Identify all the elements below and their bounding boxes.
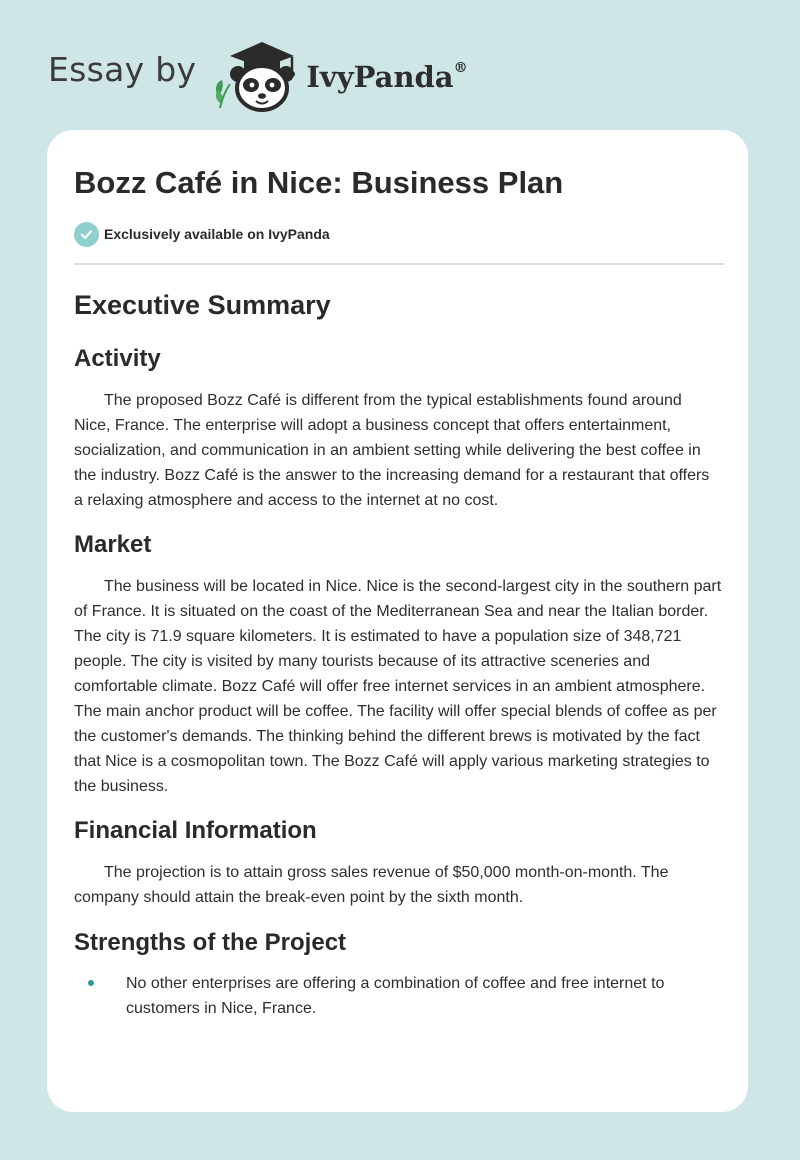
essay-by-label: Essay by	[48, 49, 197, 89]
bullet-dot-icon	[88, 980, 94, 986]
paragraph-activity: The proposed Bozz Café is different from the typical establishments found around Nice, France. The enterprise will adopt a business concept that offers entertainment, socialization, and communication in an ambient setting while delivering the best coffee in the industry. Bozz Café is the answer to the increasing demand for a restaurant that offers a relaxing atmosphere and access to the internet at no cost.	[74, 392, 710, 509]
subheading-market: Market	[74, 531, 152, 558]
exclusive-badge-label: Exclusively available on IvyPanda	[104, 226, 330, 242]
brand-name-text[interactable]: IvyPanda	[306, 60, 454, 94]
subheading-activity: Activity	[74, 345, 161, 372]
check-circle-icon	[74, 222, 99, 247]
paragraph-market: The business will be located in Nice. Nice is the second-largest city in the southern part of France. It is situated on the coast of the Mediterranean Sea and near the Italian border. The city is 71.9 square kilometers. It is estimated to have a population size of 348,721 people. The city is visited by many tourists because of its attractive sceneries and comfortable climate. Bozz Café will offer free internet services in an ambient atmosphere. The main anchor product will be coffee. The facility will offer special blends of coffee as per the customer's demands. The thinking behind the different brews is motivated by the fact that Nice is a cosmopolitan town. The Bozz Café will apply various marketing strategies to the business.	[74, 578, 722, 795]
essay-content	[74, 162, 722, 1021]
paragraph-financial-information: The projection is to attain gross sales revenue of $50,000 month-on-month. The company should attain the break-even point by the sixth month.	[74, 864, 669, 906]
list-item	[74, 971, 722, 1021]
site-header	[48, 34, 468, 114]
strengths-list	[74, 971, 722, 1021]
panda-graduate-icon[interactable]	[210, 34, 302, 114]
exclusive-badge	[74, 220, 722, 248]
list-item-text: No other enterprises are offering a combination of coffee and free internet to customers in Nice, France.	[126, 975, 665, 1017]
section-heading-executive-summary: Executive Summary	[74, 290, 331, 320]
subheading-financial-information: Financial Information	[74, 817, 317, 844]
essay-card	[47, 130, 748, 1112]
title-divider	[74, 263, 724, 265]
page-title: Bozz Café in Nice: Business Plan	[74, 165, 564, 200]
subheading-strengths: Strengths of the Project	[74, 929, 347, 956]
registered-mark: ®	[453, 60, 468, 77]
brand-name[interactable]	[306, 60, 467, 94]
